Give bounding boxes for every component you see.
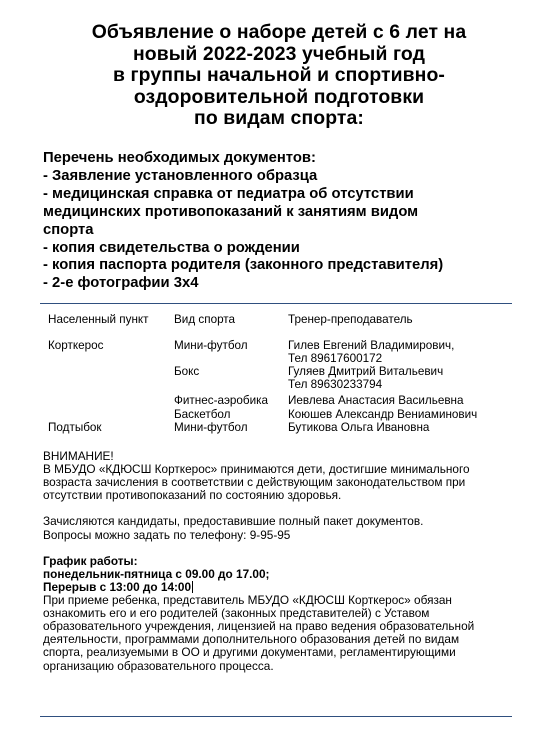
documents-item: медицинских противопоказаний к занятиям видом (43, 203, 419, 220)
cell-sport: Мини-футбол (174, 421, 248, 434)
enrollment-line: Зачисляются кандидаты, предоставившие полный пакет документов. (43, 514, 424, 529)
coach-name: Иевлева Анастасия Васильевна (288, 394, 464, 407)
coach-phone: Тел 89617600172 (288, 352, 383, 365)
schedule-break: Перерыв с 13:00 до 14:00 (43, 579, 192, 594)
cell-sport: Фитнес-аэробика (174, 394, 269, 407)
schedule-heading: График работы: (43, 553, 138, 568)
notice-line: возраста зачисления в соответствии с действующим законодательством при (43, 475, 466, 490)
footer-line: спорта, реализуемыми в ОО и другими документами, регламентирующими (43, 645, 456, 660)
notice-heading: ВНИМАНИЕ! (43, 449, 114, 463)
coach-name: Гуляев Дмитрий Витальевич (288, 365, 444, 378)
cell-place: Подтыбок (48, 421, 102, 434)
notice-line: отсутствии противопоказаний по состоянию здоровья. (43, 488, 342, 503)
documents-list (43, 150, 513, 293)
coach-name: Гилев Евгений Владимирович, (288, 339, 455, 352)
header-sport: Вид спорта (174, 313, 236, 326)
spacer (43, 542, 513, 555)
notice-section (43, 450, 513, 673)
table-row (48, 421, 508, 435)
table-row (48, 408, 508, 422)
title-line: оздоровительной подготовки (133, 85, 425, 108)
title-line: в группы начальной и спортивно- (113, 64, 445, 87)
coach-phone: Тел 89630233794 (288, 378, 383, 391)
cell-sport: Баскетбол (174, 407, 231, 421)
notice-line: В МБУДО «КДЮСШ Корткерос» принимаются дети, достигшие минимального (43, 462, 470, 477)
table-row (48, 339, 508, 365)
divider-line (40, 716, 512, 717)
documents-item: - Заявление установленного образца (43, 167, 318, 184)
table-row (48, 394, 508, 408)
footer-line: образовательного учреждения, лицензией на право ведения образовательной (43, 619, 475, 634)
footer-line: ознакомить его и его родителей (законных представителей) с Уставом (43, 606, 430, 621)
text-cursor (192, 581, 193, 593)
header-place: Населенный пункт (48, 313, 149, 326)
table-row (48, 365, 508, 394)
documents-item: - копия паспорта родителя (законного представителя) (43, 257, 444, 274)
schedule-weekdays: понедельник-пятница с 09.00 до 17.00; (43, 566, 270, 581)
documents-item: - медицинская справка от педиатра об отсутствии (43, 185, 414, 202)
documents-item: спорта (43, 221, 94, 238)
coach-name: Бутикова Ольга Ивановна (288, 421, 430, 434)
title-line: Объявление о наборе детей с 6 лет на (91, 21, 467, 43)
title-line: новый 2022-2023 учебный год (132, 42, 425, 65)
footer-line: деятельности, программами дополнительного образования детей по видам (43, 632, 460, 647)
coaches-table (48, 313, 508, 435)
header-coach: Тренер-преподаватель (288, 313, 413, 326)
announcement-title (40, 22, 518, 130)
contact-phone-line: Вопросы можно задать по телефону: 9-95-95 (43, 527, 291, 542)
cell-sport: Бокс (174, 365, 200, 378)
documents-item: - копия свидетельства о рождении (43, 239, 300, 256)
title-line: по видам спорта: (194, 107, 364, 130)
documents-item: - 2-е фотографии 3х4 (43, 275, 199, 292)
coach-name: Коюшев Александр Вениаминович (288, 407, 478, 421)
table-header-row (48, 313, 508, 339)
cell-coach (288, 365, 443, 391)
cell-coach (288, 339, 454, 365)
footer-line: организацию образовательного процесса. (43, 658, 274, 673)
cell-sport: Мини-футбол (174, 339, 248, 352)
documents-heading: Перечень необходимых документов: (43, 150, 316, 166)
divider-line (40, 303, 512, 304)
cell-place: Корткерос (48, 339, 104, 352)
footer-line: При приеме ребенка, представитель МБУДО «КДЮСШ Корткерос» обязан (43, 593, 452, 608)
